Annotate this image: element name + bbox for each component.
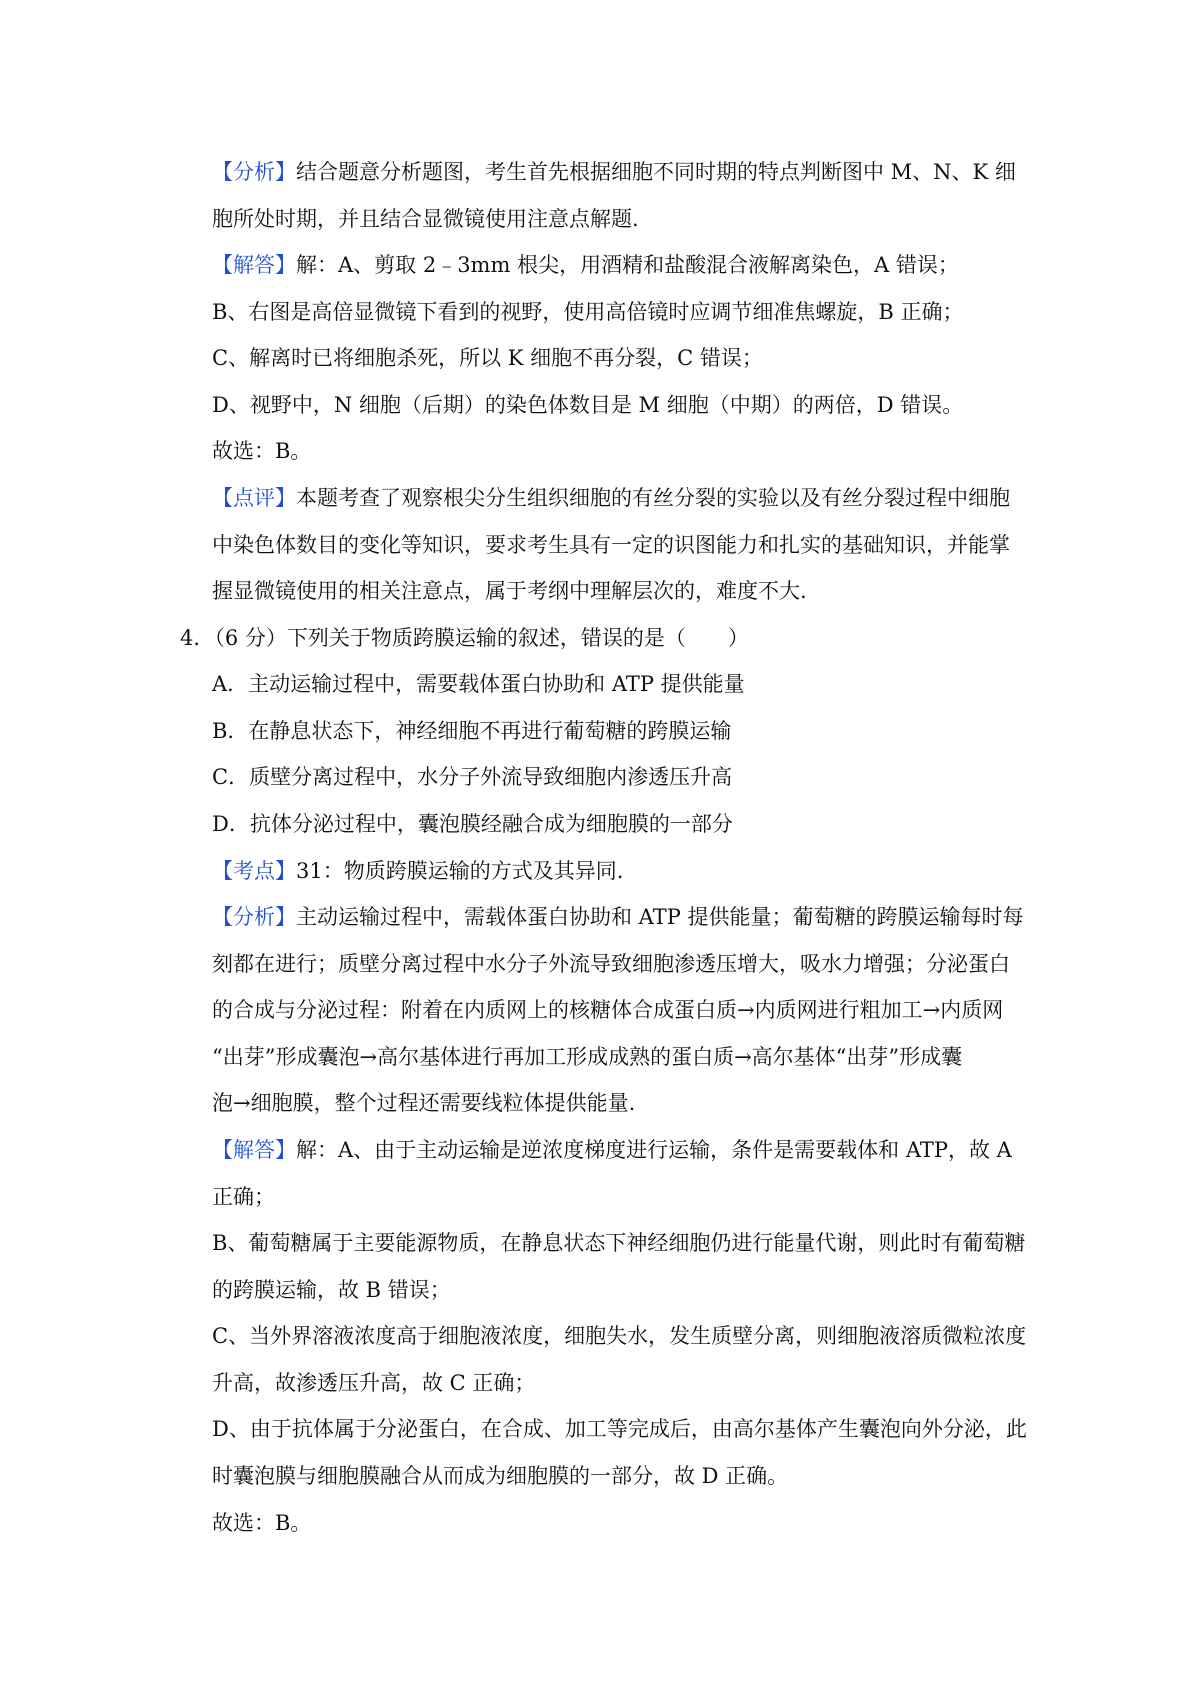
q3-answer-line-2: B、右图是高倍显微镜下看到的视野，使用高倍镜时应调节细准焦螺旋，B 正确； <box>212 300 964 324</box>
q4-answer-line-6: 升高，故渗透压升高，故 C 正确； <box>212 1371 536 1395</box>
q4-stem: 4．（6 分）下列关于物质跨膜运输的叙述，错误的是（ ） <box>180 626 749 650</box>
q4-analysis-line-2: 刻都在进行；质壁分离过程中水分子外流导致细胞渗透压增大，吸水力增强；分泌蛋白 <box>212 952 1010 976</box>
q4-answer-line-8: 时囊泡膜与细胞膜融合从而成为细胞膜的一部分，故 D 正确。 <box>212 1464 789 1488</box>
q4-option-b: B．在静息状态下，神经细胞不再进行葡萄糖的跨膜运输 <box>212 719 732 743</box>
q4-analysis-line-1: 【分析】主动运输过程中，需载体蛋白协助和 ATP 提供能量；葡萄糖的跨膜运输每时每 <box>212 905 1024 929</box>
q4-answer-tag: 【解答】 <box>212 1138 296 1162</box>
q4-answer-line-2: 正确； <box>212 1185 275 1209</box>
q4-analysis-line-5: 泡→细胞膜，整个过程还需要线粒体提供能量. <box>212 1091 636 1115</box>
q4-kaodian-line: 【考点】31：物质跨膜运输的方式及其异同. <box>212 859 624 883</box>
q4-answer-line-5: C、当外界溶液浓度高于细胞液浓度，细胞失水，发生质壁分离，则细胞液溶质微粒浓度 <box>212 1324 1027 1348</box>
q3-answer-line-1: 【解答】解：A、剪取 2﹣3mm 根尖，用酒精和盐酸混合液解离染色，A 错误； <box>212 253 959 277</box>
q3-analysis-tag: 【分析】 <box>212 160 296 184</box>
q3-comment-line-3: 握显微镜使用的相关注意点，属于考纲中理解层次的，难度不大. <box>212 579 807 603</box>
q4-analysis-tag: 【分析】 <box>212 905 296 929</box>
q3-comment-line-2: 中染色体数目的变化等知识，要求考生具有一定的识图能力和扎实的基础知识，并能掌 <box>212 533 1010 557</box>
q3-answer-tag: 【解答】 <box>212 253 296 277</box>
q3-analysis-line-1: 【分析】结合题意分析题图，考生首先根据细胞不同时期的特点判断图中 M、N、K 细 <box>212 160 1016 184</box>
q3-analysis-line-2: 胞所处时期，并且结合显微镜使用注意点解题. <box>212 207 639 231</box>
q3-answer-line-5: 故选：B。 <box>212 439 312 463</box>
q4-option-d: D．抗体分泌过程中，囊泡膜经融合成为细胞膜的一部分 <box>212 812 733 836</box>
q4-answer-line-7: D、由于抗体属于分泌蛋白，在合成、加工等完成后，由高尔基体产生囊泡向外分泌，此 <box>212 1417 1027 1441</box>
q4-option-c: C．质壁分离过程中，水分子外流导致细胞内渗透压升高 <box>212 765 733 789</box>
q3-answer-line-4: D、视野中，N 细胞（后期）的染色体数目是 M 细胞（中期）的两倍，D 错误。 <box>212 393 964 417</box>
q4-answer-line-4: 的跨膜运输，故 B 错误； <box>212 1278 451 1302</box>
q3-comment-line-1: 【点评】本题考查了观察根尖分生组织细胞的有丝分裂的实验以及有丝分裂过程中细胞 <box>212 486 1010 510</box>
q4-answer-line-3: B、葡萄糖属于主要能源物质，在静息状态下神经细胞仍进行能量代谢，则此时有葡萄糖 <box>212 1231 1026 1255</box>
q3-answer-line-3: C、解离时已将细胞杀死，所以 K 细胞不再分裂，C 错误； <box>212 346 763 370</box>
q4-analysis-line-4: “出芽”形成囊泡→高尔基体进行再加工形成成熟的蛋白质→高尔基体“出芽”形成囊 <box>212 1045 963 1069</box>
q4-answer-line-1: 【解答】解：A、由于主动运输是逆浓度梯度进行运输，条件是需要载体和 ATP，故 A <box>212 1138 1012 1162</box>
q3-comment-tag: 【点评】 <box>212 486 296 510</box>
q4-option-a: A．主动运输过程中，需要载体蛋白协助和 ATP 提供能量 <box>212 672 745 696</box>
q4-answer-line-9: 故选：B。 <box>212 1511 312 1535</box>
q4-analysis-line-3: 的合成与分泌过程：附着在内质网上的核糖体合成蛋白质→内质网进行粗加工→内质网 <box>212 998 1004 1022</box>
q4-kaodian-tag: 【考点】 <box>212 859 296 883</box>
